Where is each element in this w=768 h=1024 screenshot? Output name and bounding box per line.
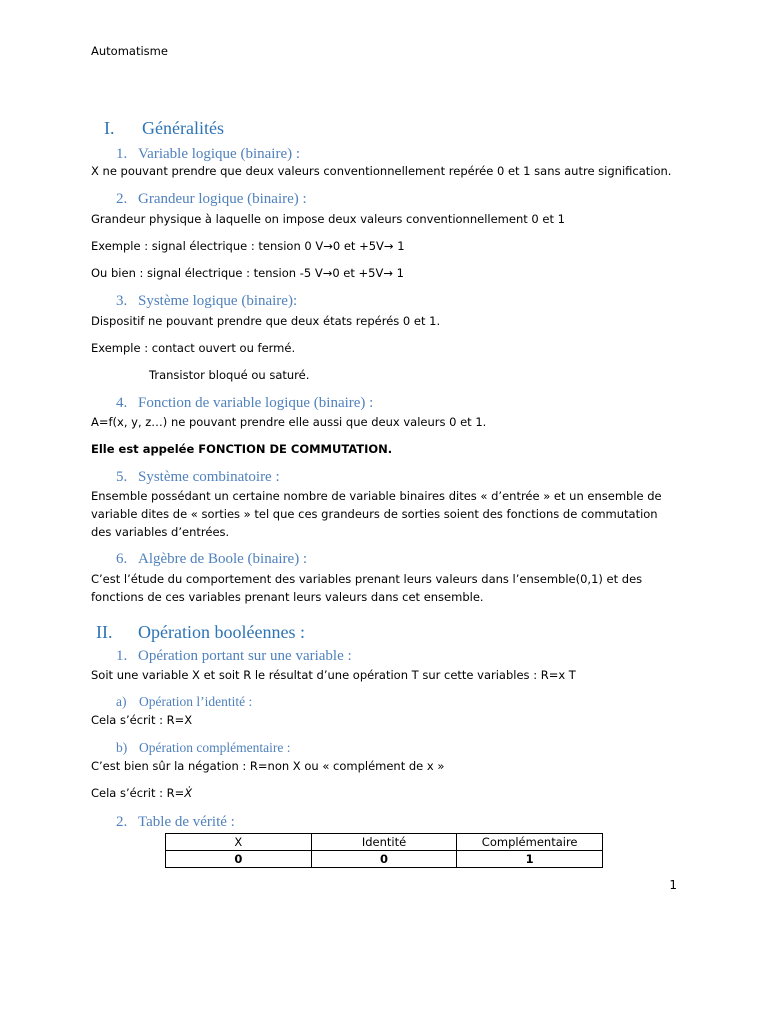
subsection-title: Table de vérité : [138,814,235,830]
paragraph: Exemple : signal électrique : tension 0 V→0 et +5V→ 1 [91,239,405,253]
page-header: Automatisme [91,44,168,58]
paragraph: Soit une variable X et soit R le résultat d’une opération T sur cette variables : R=x T [91,668,576,682]
paragraph: Exemple : contact ouvert ou fermé. [91,341,296,355]
paragraph: X ne pouvant prendre que deux valeurs conventionnellement repérée 0 et 1 sans autre signification. [91,164,672,178]
subsection-title: Opération portant sur une variable : [138,648,352,664]
subsection-heading [116,551,307,568]
section-number: I. [104,118,115,138]
subsection-number: 6. [116,551,128,567]
table-cell: 1 [457,851,603,868]
subsection-heading [116,469,280,486]
subsection-number: 4. [116,395,128,411]
paragraph: Elle est appelée FONCTION DE COMMUTATION. [91,442,393,456]
subsection-number: 2. [116,191,128,207]
subsection-title: Fonction de variable logique (binaire) : [138,395,374,411]
subsubsection-number: a) [116,694,127,709]
table-row [166,851,603,868]
paragraph-line: variable dites de « sorties » tel que ces grandeurs de sorties soient des fonctions de commutation [91,507,658,521]
section-heading-2 [96,622,305,643]
subsubsection-number: b) [116,740,128,755]
paragraph: C’est bien sûr la négation : R=non X ou « complément de x » [91,759,445,773]
subsection-title: Algèbre de Boole (binaire) : [138,551,308,567]
subsection-heading [116,146,300,163]
section-number: II. [96,622,113,642]
paragraph [91,786,192,800]
paragraph-line: Ensemble possédant un certaine nombre de variable binaires dites « d’entrée » et un ensemble de [91,489,662,503]
subsection-number: 3. [116,293,128,309]
subsection-number: 1. [116,648,128,664]
table-header-row [166,834,603,851]
subsection-heading [116,191,307,208]
subsection-heading [116,814,235,831]
paragraph: Ou bien : signal électrique : tension -5 V→0 et +5V→ 1 [91,266,404,280]
subsection-title: Variable logique (binaire) : [138,146,301,162]
subsection-title: Grandeur logique (binaire) : [138,191,307,207]
truth-table [165,833,603,868]
subsubsection-heading [116,740,290,756]
paragraph-line: fonctions de ces variables prenant leurs valeurs dans cet ensemble. [91,590,484,604]
subsection-heading [116,648,352,665]
paragraph: A=f(x, y, z…) ne pouvant prendre elle aussi que deux valeurs 0 et 1. [91,415,487,429]
subsubsection-title: Opération l’identité : [139,694,253,709]
paragraph-line: C’est l’étude du comportement des variables prenant leurs valeurs dans l’ensemble(0,1) et des [91,572,643,586]
table-header-cell: Complémentaire [457,834,603,851]
paragraph: Grandeur physique à laquelle on impose deux valeurs conventionnellement 0 et 1 [91,212,565,226]
paragraph-line: des variables d’entrées. [91,525,230,539]
section-title: Opération booléennes : [138,622,305,642]
section-title: Généralités [142,118,224,138]
subsection-number: 2. [116,814,128,830]
paragraph: Cela s’écrit : R=X [91,713,193,727]
subsection-title: Système logique (binaire): [138,293,298,309]
paragraph: Transistor bloqué ou saturé. [149,368,310,382]
table-header-cell: X [166,834,312,851]
subsection-number: 5. [116,469,128,485]
complement-variable: Ẋ [184,786,193,800]
paragraph: Dispositif ne pouvant prendre que deux états repérés 0 et 1. [91,314,441,328]
formula-text: Cela s’écrit : R= [91,786,185,800]
subsection-number: 1. [116,146,128,162]
page-number: 1 [669,878,677,892]
section-heading-1 [104,118,224,139]
subsection-title: Système combinatoire : [138,469,280,485]
table-cell: 0 [311,851,457,868]
subsection-heading [116,293,297,310]
subsection-heading [116,395,373,412]
table-cell: 0 [166,851,312,868]
subsubsection-title: Opération complémentaire : [139,740,291,755]
table-header-cell: Identité [311,834,457,851]
subsubsection-heading [116,694,252,710]
